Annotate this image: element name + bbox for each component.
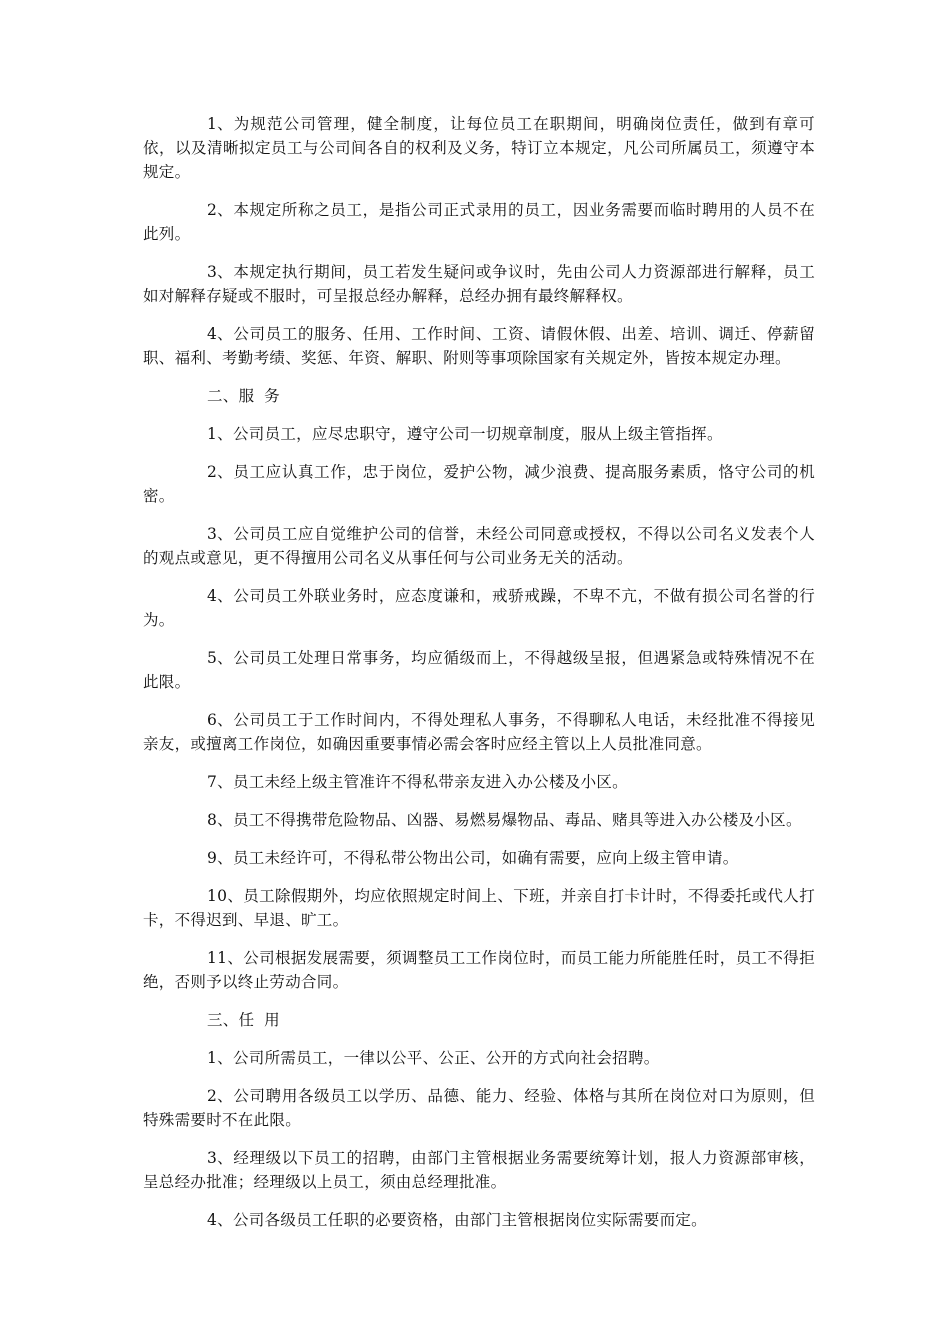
clause-number: 1、 <box>207 425 233 443</box>
clause-text: 本规定所称之员工，是指公司正式录用的员工，因业务需要而临时聘用的人员不在此列。 <box>143 201 815 243</box>
document-page <box>143 112 815 1246</box>
clause-text: 公司聘用各级员工以学历、品德、能力、经验、体格与其所在岗位对口为原则，但特殊需要时不在此限。 <box>143 1087 815 1129</box>
clause-1-4 <box>143 322 815 370</box>
clause-number: 3、 <box>207 525 233 543</box>
clause-text: 经理级以下员工的招聘，由部门主管根据业务需要统筹计划，报人力资源部审核，呈总经办批准；经理级以上员工，须由总经理批准。 <box>143 1149 815 1191</box>
clause-2-4 <box>143 584 815 632</box>
clause-2-2 <box>143 460 815 508</box>
section-heading-appointment <box>143 1008 815 1032</box>
section-title: 任用 <box>238 1011 290 1029</box>
clause-2-6 <box>143 708 815 756</box>
clause-2-3 <box>143 522 815 570</box>
clause-2-7 <box>143 770 815 794</box>
clause-1-1 <box>143 112 815 184</box>
clause-text: 公司员工的服务、任用、工作时间、工资、请假休假、出差、培训、调迁、停薪留职、福利、考勤考绩、奖惩、年资、解职、附则等事项除国家有关规定外，皆按本规定办理。 <box>143 325 815 367</box>
clause-text: 公司根据发展需要，须调整员工工作岗位时，而员工能力所能胜任时，员工不得拒绝，否则予以终止劳动合同。 <box>143 949 815 991</box>
clause-text: 公司员工应自觉维护公司的信誉，未经公司同意或授权，不得以公司名义发表个人的观点或意见，更不得擅用公司名义从事任何与公司业务无关的活动。 <box>143 525 815 567</box>
clause-number: 3、 <box>207 263 233 281</box>
clause-number: 8、 <box>207 811 233 829</box>
clause-number: 2、 <box>207 1087 233 1105</box>
clause-number: 4、 <box>207 325 233 343</box>
clause-1-2 <box>143 198 815 246</box>
clause-2-11 <box>143 946 815 994</box>
clause-3-1 <box>143 1046 815 1070</box>
clause-number: 4、 <box>207 587 233 605</box>
clause-text: 公司员工，应尽忠职守，遵守公司一切规章制度，服从上级主管指挥。 <box>232 425 723 443</box>
clause-text: 员工未经上级主管准许不得私带亲友进入办公楼及小区。 <box>232 773 628 791</box>
clause-2-8 <box>143 808 815 832</box>
clause-2-10 <box>143 884 815 932</box>
clause-number: 1、 <box>207 115 233 133</box>
clause-1-3 <box>143 260 815 308</box>
section-title: 服务 <box>238 387 290 405</box>
clause-2-5 <box>143 646 815 694</box>
clause-number: 6、 <box>207 711 233 729</box>
clause-number: 7、 <box>207 773 233 791</box>
section-number: 三、 <box>207 1011 239 1029</box>
clause-number: 9、 <box>207 849 233 867</box>
clause-text: 为规范公司管理，健全制度，让每位员工在职期间，明确岗位责任，做到有章可依，以及清晰拟定员工与公司间各自的权利及义务，特订立本规定，凡公司所属员工，须遵守本规定。 <box>143 115 815 181</box>
clause-number: 2、 <box>207 201 233 219</box>
clause-number: 1、 <box>207 1049 233 1067</box>
clause-text: 公司所需员工，一律以公平、公正、公开的方式向社会招聘。 <box>232 1049 660 1067</box>
clause-3-4 <box>143 1208 815 1232</box>
clause-number: 11、 <box>207 949 244 967</box>
clause-text: 公司员工处理日常事务，均应循级而上，不得越级呈报，但遇紧急或特殊情况不在此限。 <box>143 649 815 691</box>
clause-number: 2、 <box>207 463 233 481</box>
clause-number: 5、 <box>207 649 233 667</box>
clause-text: 员工未经许可，不得私带公物出公司，如确有需要，应向上级主管申请。 <box>232 849 739 867</box>
clause-text: 员工除假期外，均应依照规定时间上、下班，并亲自打卡计时，不得委托或代人打卡，不得迟到、早退、旷工。 <box>143 887 815 929</box>
clause-number: 3、 <box>207 1149 233 1167</box>
section-heading-service <box>143 384 815 408</box>
clause-2-9 <box>143 846 815 870</box>
clause-number: 4、 <box>207 1211 233 1229</box>
clause-text: 公司各级员工任职的必要资格，由部门主管根据岗位实际需要而定。 <box>232 1211 707 1229</box>
clause-text: 本规定执行期间，员工若发生疑问或争议时，先由公司人力资源部进行解释，员工如对解释存疑或不服时，可呈报总经办解释，总经办拥有最终解释权。 <box>143 263 815 305</box>
clause-text: 公司员工于工作时间内，不得处理私人事务，不得聊私人电话，未经批准不得接见亲友，或擅离工作岗位，如确因重要事情必需会客时应经主管以上人员批准同意。 <box>143 711 815 753</box>
clause-3-3 <box>143 1146 815 1194</box>
clause-number: 10、 <box>207 887 244 905</box>
clause-text: 员工应认真工作，忠于岗位，爱护公物，减少浪费、提高服务素质，恪守公司的机密。 <box>143 463 815 505</box>
clause-3-2 <box>143 1084 815 1132</box>
section-number: 二、 <box>207 387 239 405</box>
clause-text: 公司员工外联业务时，应态度谦和，戒骄戒躁，不卑不亢，不做有损公司名誉的行为。 <box>143 587 815 629</box>
clause-2-1 <box>143 422 815 446</box>
clause-text: 员工不得携带危险物品、凶器、易燃易爆物品、毒品、赌具等进入办公楼及小区。 <box>232 811 802 829</box>
